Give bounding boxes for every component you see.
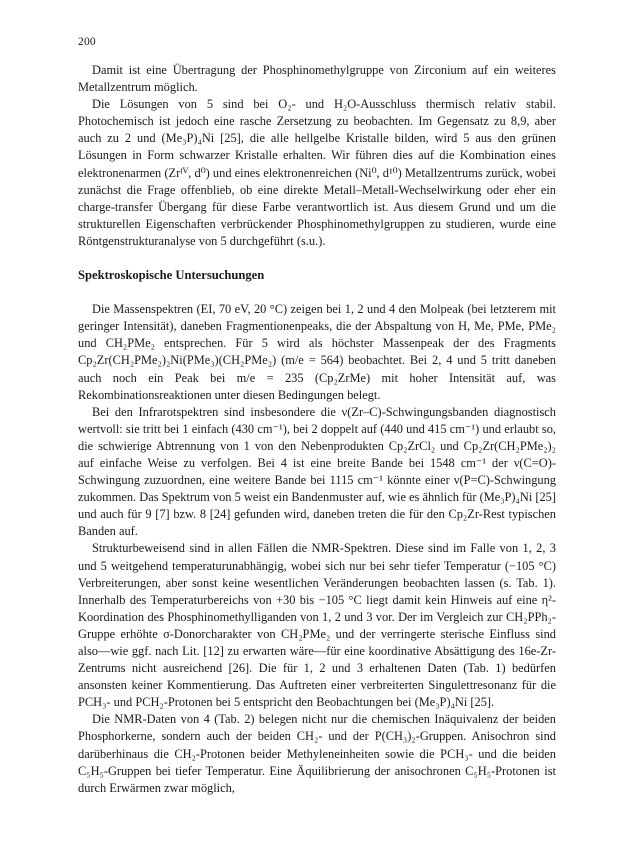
paragraph-intro-2: Die Lösungen von 5 sind bei O₂- und H₂O-Ausschluss thermisch relativ stabil. Photochemisch ist jedoch eine rasche Zersetzung zu beobachten. Im Gegensatz zu 8,9, aber auch zu 2 und (Me₃P)₄Ni [25], die alle hellgelbe Kristalle bilden, wird 5 aus den grünen Lösungen in Form schwarzer Kristalle erhalten. Wir führen dies auf die Kombination eines elektronenarmen (Zrᴵⱽ, d⁰) und eines elektronenreichen (Ni⁰, d¹⁰) Metallzentrums zurück, wobei zunächst die Frage offenblieb, ob eine direkte Metall–Metall-Wechselwirkung oder eher ein charge-transfer Übergang für diese Farbe verantwortlich ist. Aus diesem Grund und um die strukturellen Eigenschaften verbrückender Phosphinomethylgruppen zu studieren, wurde eine Röntgenstrukturanalyse von 5 durchgeführt (s.u.). <box>78 97 556 248</box>
paragraph-infrared-spectra: Bei den Infrarotspektren sind insbesondere die ν(Zr–C)-Schwingungsbanden diagnostisch wertvoll: sie tritt bei 1 einfach (430 cm⁻¹), bei 2 doppelt auf (440 und 415 cm⁻¹) und erlaubt so, die schwierige Abtrennung von 1 von den Nebenprodukten Cp₂ZrCl₂ und Cp₂Zr(CH₂PMe₂)₂ auf einfache Weise zu verfolgen. Bei 4 ist eine breite Bande bei 1548 cm⁻¹ der ν(C=O)-Schwingung zuzuordnen, eine weitere Bande bei 1115 cm⁻¹ könnte einer ν(P=C)-Schwingung zukommen. Das Spektrum von 5 weist ein Bandenmuster auf, wie es ähnlich für (Me₃P)₄Ni [25] und auch für 9 [7] bzw. 8 [24] gefunden wird, daneben treten die für den Cp₂Zr-Rest typischen Banden auf. <box>78 404 557 539</box>
paragraph-nmr-data-4: Die NMR-Daten von 4 (Tab. 2) belegen nicht nur die chemischen Inäquivalenz der beiden Phosphorkerne, sondern auch der beiden CH₂- und der P(CH₃)₂-Gruppen. Anisochron sind darüberhinaus die CH₂-Protonen beider Methyleneinheiten sowie die PCH₃- und die beiden C₅H₅-Gruppen bei tiefer Temperatur. Eine Äquilibrierung der anisochronen C₅H₅-Protonen ist durch Erwärmen zwar möglich, <box>78 712 556 795</box>
article-body <box>78 62 556 797</box>
section-heading: Spektroskopische Untersuchungen <box>78 268 265 283</box>
paragraph-nmr-spectra: Strukturbeweisend sind in allen Fällen die NMR-Spektren. Diese sind im Falle von 1, 2, 3 und 5 weitgehend temperaturunabhängig, wobei sich nur bei sehr tiefer Temperatur (−105 °C) Verbreiterungen, aber sonst keine wesentlichen Veränderungen beobachten lassen (s. Tab. 1). Innerhalb des Temperaturbereichs von +30 bis −105 °C liegt damit kein Hinweis auf eine η²-Koordination des Phosphinomethylliganden von 1, 2 und 3 vor. Der im Vergleich zur CH₂PPh₂-Gruppe erhöhte σ-Donorcharakter von CH₂PMe₂ und der verringerte sterische Einfluss sind also—wie ggf. nach Lit. [12] zu erwarten wäre—für eine koordinative Absättigung des 16e-Zr-Zentrums nicht ausreichend [26]. Die für 1, 2 und 3 erhaltenen Daten (Tab. 1) bedürfen ansonsten keiner Kommentierung. Das Auftreten einer verbreiterten Singulettresonanz für die PCH₃- und PCH₂-Protonen bei 5 entspricht den Beobachtungen bei (Me₃P)₄Ni [25]. <box>78 541 556 710</box>
paragraph-intro-1: Damit ist eine Übertragung der Phosphinomethylgruppe von Zirconium auf ein weiteres Metallzentrum möglich. <box>78 63 556 95</box>
page-number: 200 <box>78 36 96 48</box>
paragraph-mass-spectra: Die Massenspektren (EI, 70 eV, 20 °C) zeigen bei 1, 2 und 4 den Molpeak (bei letzterem mit geringer Intensität), daneben Fragmentionenpeaks, die der Abspaltung von H, Me, PMe, PMe₂ und CH₂PMe₂ entsprechen. Für 5 wird als höchster Massenpeak der des Fragments Cp₂Zr(CH₂PMe₂)₂Ni(PMe₃)(CH₂PMe₂) (m/e = 564) beobachtet. Bei 2, 4 und 5 tritt daneben auch noch ein Peak bei m/e = 235 (Cp₂ZrMe) mit hoher Intensität auf, was Rekombinationsreaktionen unter diesen Bedingungen belegt. <box>78 302 556 402</box>
